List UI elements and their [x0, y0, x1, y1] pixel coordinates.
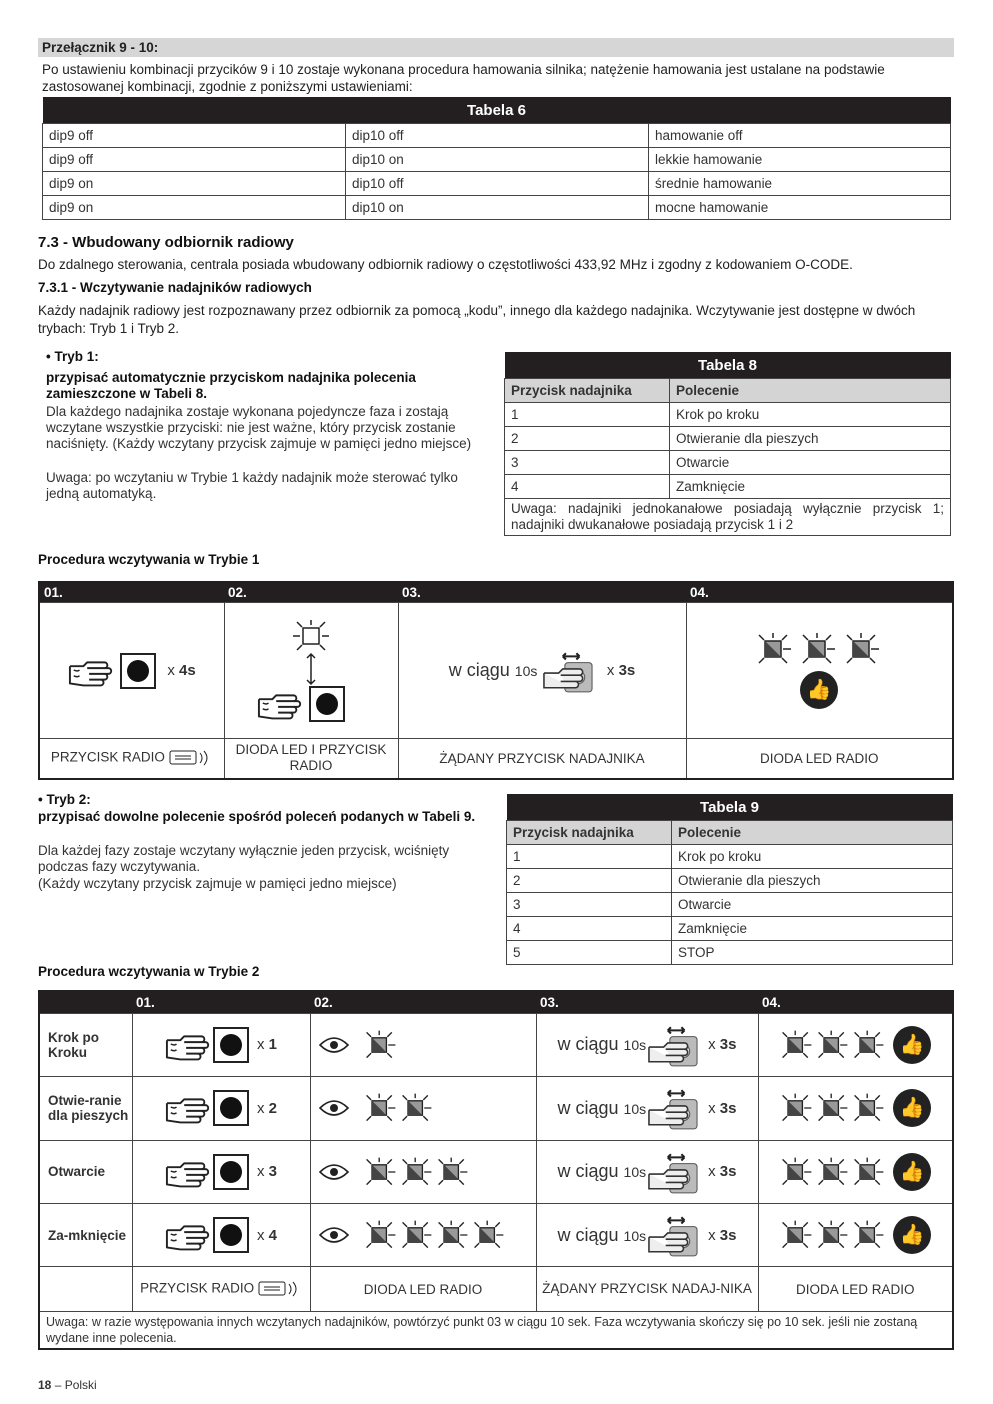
radio-button-icon	[213, 1154, 249, 1190]
table8-header: Polecenie	[670, 379, 951, 403]
tryb1-note: Uwaga: po wczytaniu w Trybie 1 każdy nadajnik może sterować tylko jedną automatyką.	[46, 470, 458, 501]
eye-icon	[319, 1164, 349, 1180]
led-blink-icon	[363, 1157, 399, 1187]
thumbs-up-icon: 👍	[893, 1216, 931, 1254]
led-blink-icon	[815, 1220, 851, 1250]
proc2-cell-02	[310, 1077, 536, 1140]
cell: dip10 on	[346, 148, 649, 172]
cell: mocne hamowanie	[649, 196, 951, 220]
proc1-step: 04.	[686, 582, 953, 603]
table8-title: Tabela 8	[505, 352, 951, 379]
led-blink-icon	[363, 1220, 399, 1250]
proc1-repeat: x 3s	[606, 662, 636, 679]
table8-header: Przycisk nadajnika	[505, 379, 670, 403]
led-blink-icon	[755, 633, 795, 665]
proc2-corner-bottom	[39, 1267, 132, 1311]
cell: 2	[507, 869, 672, 893]
switch-section-title: Przełącznik 9 - 10:	[38, 38, 954, 57]
cell: dip9 off	[43, 148, 346, 172]
switch-section-text: Po ustawieniu kombinacji przycików 9 i 10 zostaje wykonana procedura hamowania silnika; natężenie hamowania jest ustalane na podstawie zastosowanej kombinacji, zgodnie z poniższymi ustawieniami:	[42, 62, 885, 94]
section-731-text: Każdy nadajnik radiowy jest rozpoznawany przez odbiornik za pomocą „kodu”, innego dla każdego nadajnika. Wczytywanie jest dostępne w dwóch trybach: Tryb 1 i Tryb 2.	[38, 303, 916, 336]
proc2-cell-03	[536, 1203, 758, 1266]
led-blink-icon	[779, 1220, 815, 1250]
cell: Zamknięcie	[670, 475, 951, 499]
proc2-row-label: Otwarcie	[39, 1140, 132, 1203]
footer-lang: Polski	[64, 1378, 97, 1392]
within-label: w ciągu 10s	[557, 1161, 647, 1182]
proc2-step: 02.	[310, 991, 536, 1013]
table8	[504, 352, 951, 536]
led-blink-icon	[815, 1030, 851, 1060]
cell: dip9 on	[43, 196, 346, 220]
table-row	[505, 403, 951, 427]
proc1-caption: DIODA LED RADIO	[686, 739, 953, 779]
cell: średnie hamowanie	[649, 172, 951, 196]
repeat-count: x 3s	[708, 1226, 737, 1244]
remote-press-icon	[646, 1022, 700, 1068]
cell: 3	[505, 451, 670, 475]
hand-press-icon	[165, 1028, 213, 1062]
radio-button-icon	[213, 1090, 249, 1126]
radio-button-icon	[309, 686, 345, 722]
proc2-cell-01	[132, 1013, 310, 1076]
cell: dip9 on	[43, 172, 346, 196]
press-count: x 3	[256, 1163, 277, 1181]
led-blink-icon	[851, 1220, 887, 1250]
cell: 2	[505, 427, 670, 451]
cell: Otwieranie dla pieszych	[672, 869, 953, 893]
remote-press-icon	[646, 1212, 700, 1258]
table9	[506, 794, 953, 965]
table6	[42, 97, 951, 220]
cell: Otwarcie	[670, 451, 951, 475]
press-count: x 4	[256, 1226, 277, 1244]
proc1-table	[38, 581, 954, 780]
tryb1-heading: przypisać automatycznie przyciskom nadajnika polecenia zamieszczone w Tabeli 8.	[46, 370, 416, 401]
proc2-note: Uwaga: w razie występowania innych wczytanych nadajników, powtórzyć punkt 03 w ciągu 10 sek. Faza wczytywania skończy się po 10 sek. jeśli nie zostaną wydane inne polecenia.	[39, 1311, 953, 1349]
proc2-row	[39, 1077, 953, 1140]
proc2-row	[39, 1013, 953, 1076]
proc2-step: 04.	[758, 991, 953, 1013]
table-row	[507, 893, 953, 917]
press-count: x 1	[256, 1036, 277, 1054]
tryb2-heading: przypisać dowolne polecenie spośród poleceń podanych w Tabeli 9.	[38, 809, 476, 824]
proc1-caption: DIODA LED I PRZYCISK RADIO	[224, 739, 398, 779]
table8-note: Uwaga: nadajniki jednokanałowe posiadają wyłącznie przycisk 1; nadajniki dwukanałowe posiadają przycisk 1 i 2	[505, 499, 951, 536]
footer-sep: –	[51, 1378, 65, 1392]
cell: dip10 off	[346, 124, 649, 148]
tryb1-text: Dla każdego nadajnika zostaje wykonana pojedyncze faza i zostają wczytane wszystkie przyciski: nie jest ważne, który przycisk zostanie naciśnięty. (Każdy wczytany przycisk zajmuje w pamięci jedno miejsce)	[46, 404, 472, 451]
proc2-cell-04	[758, 1077, 953, 1140]
table-row	[507, 917, 953, 941]
proc2-cell-03	[536, 1140, 758, 1203]
thumbs-up-icon: 👍	[800, 671, 838, 709]
proc1-duration: x 4s	[167, 662, 196, 679]
table-row	[43, 196, 951, 220]
table-row	[43, 124, 951, 148]
tryb1-bullet: • Tryb 1:	[46, 349, 99, 364]
repeat-count: x 3s	[708, 1163, 737, 1181]
led-blink-icon	[815, 1093, 851, 1123]
proc2-corner	[39, 991, 132, 1013]
remote-press-icon	[541, 648, 595, 694]
remote-press-icon	[646, 1085, 700, 1131]
within-label: w ciągu 10s	[557, 1224, 647, 1245]
led-blink-icon	[779, 1157, 815, 1187]
led-blink-icon	[815, 1157, 851, 1187]
eye-icon	[319, 1227, 349, 1243]
table-row	[507, 845, 953, 869]
hand-press-icon	[165, 1091, 213, 1125]
proc1-cell-04	[686, 603, 953, 739]
proc2-cell-04	[758, 1013, 953, 1076]
proc2-title: Procedura wczytywania w Trybie 2	[38, 964, 260, 979]
repeat-count: x 3s	[708, 1036, 737, 1054]
proc2-row	[39, 1203, 953, 1266]
proc1-cell-03	[398, 603, 686, 739]
radio-button-symbol-icon	[258, 1280, 302, 1298]
led-blink-icon	[363, 1030, 399, 1060]
table-row	[507, 941, 953, 965]
table9-title: Tabela 9	[507, 794, 953, 821]
within-label: w ciągu 10s	[448, 660, 538, 680]
table-row	[505, 475, 951, 499]
section-73-text: Do zdalnego sterowania, centrala posiada wbudowany odbiornik radiowy o częstotliwości 433,92 MHz i zgodny z kodowaniem O-CODE.	[38, 257, 853, 272]
thumbs-up-icon: 👍	[893, 1153, 931, 1191]
cell: Otwarcie	[672, 893, 953, 917]
proc2-step: 01.	[132, 991, 310, 1013]
proc2-row	[39, 1140, 953, 1203]
page-number: 18	[38, 1378, 52, 1392]
proc2-cell-01	[132, 1140, 310, 1203]
proc2-cell-01	[132, 1077, 310, 1140]
cell: Zamknięcie	[672, 917, 953, 941]
proc1-caption: PRZYCISK RADIO	[39, 739, 224, 779]
proc1-step: 01.	[39, 582, 224, 603]
tryb2-bullet: • Tryb 2:	[38, 792, 91, 807]
table9-header: Przycisk nadajnika	[507, 821, 672, 845]
proc2-caption: PRZYCISK RADIO	[132, 1267, 310, 1311]
led-blink-icon	[399, 1157, 435, 1187]
proc1-cell-02	[224, 603, 398, 739]
proc1-step: 03.	[398, 582, 686, 603]
within-label: w ciągu 10s	[557, 1097, 647, 1118]
proc1-title: Procedura wczytywania w Trybie 1	[38, 552, 260, 567]
thumbs-up-icon: 👍	[893, 1026, 931, 1064]
table-row	[43, 172, 951, 196]
proc1-caption: ŻĄDANY PRZYCISK NADAJNIKA	[398, 739, 686, 779]
cell: 4	[505, 475, 670, 499]
led-blink-icon	[843, 633, 883, 665]
cell: Otwieranie dla pieszych	[670, 427, 951, 451]
proc1-cell-01	[39, 603, 224, 739]
proc2-cell-02	[310, 1203, 536, 1266]
proc2-cell-04	[758, 1203, 953, 1266]
led-blink-icon	[799, 633, 839, 665]
cell: dip10 off	[346, 172, 649, 196]
radio-button-symbol-icon	[169, 749, 213, 767]
radio-button-icon	[213, 1027, 249, 1063]
proc2-row-label: Otwie-ranie dla pieszych	[39, 1077, 132, 1140]
tryb2-text: Dla każdej fazy zostaje wczytany wyłącznie jeden przycisk, wciśnięty podczas fazy wczytywania.	[38, 843, 450, 874]
proc2-cell-02	[310, 1013, 536, 1076]
cell: dip10 on	[346, 196, 649, 220]
proc2-cell-01	[132, 1203, 310, 1266]
led-blink-icon	[779, 1093, 815, 1123]
proc2-caption: ŻĄDANY PRZYCISK NADAJ-NIKA	[536, 1267, 758, 1311]
led-blink-icon	[399, 1220, 435, 1250]
led-blink-icon	[363, 1093, 399, 1123]
led-blink-icon	[851, 1030, 887, 1060]
led-blink-icon	[779, 1030, 815, 1060]
eye-icon	[319, 1100, 349, 1116]
within-label: w ciągu 10s	[557, 1034, 647, 1055]
proc1-step: 02.	[224, 582, 398, 603]
table-row	[43, 148, 951, 172]
led-blink-icon	[471, 1220, 507, 1250]
page-footer	[38, 1378, 97, 1392]
led-blink-icon	[435, 1157, 471, 1187]
cell: Krok po kroku	[672, 845, 953, 869]
led-blink-icon	[851, 1093, 887, 1123]
remote-press-icon	[646, 1149, 700, 1195]
led-blink-icon	[399, 1093, 435, 1123]
led-blink-icon	[435, 1220, 471, 1250]
repeat-count: x 3s	[708, 1099, 737, 1117]
cell: dip9 off	[43, 124, 346, 148]
table6-title: Tabela 6	[43, 97, 951, 124]
table-row	[505, 427, 951, 451]
hand-press-icon	[257, 687, 305, 721]
table-row	[507, 869, 953, 893]
cell: Krok po kroku	[670, 403, 951, 427]
proc2-cell-04	[758, 1140, 953, 1203]
proc2-row-label: Za-mknięcie	[39, 1203, 132, 1266]
proc2-row-label: Krok po Kroku	[39, 1013, 132, 1076]
cell: lekkie hamowanie	[649, 148, 951, 172]
cell: STOP	[672, 941, 953, 965]
cell: 1	[505, 403, 670, 427]
press-count: x 2	[256, 1099, 277, 1117]
table9-header: Polecenie	[672, 821, 953, 845]
led-blink-icon	[851, 1157, 887, 1187]
tryb2-note: (Każdy wczytany przycisk zajmuje w pamięci jedno miejsce)	[38, 876, 397, 891]
radio-button-icon	[213, 1217, 249, 1253]
cell: 3	[507, 893, 672, 917]
section-731-title: 7.3.1 - Wczytywanie nadajników radiowych	[38, 280, 312, 295]
proc2-caption: DIODA LED RADIO	[310, 1267, 536, 1311]
proc2-table	[38, 990, 954, 1350]
hand-press-icon	[165, 1218, 213, 1252]
table-row	[505, 451, 951, 475]
hand-press-icon	[68, 654, 116, 688]
radio-button-icon	[120, 653, 156, 689]
proc2-caption: DIODA LED RADIO	[758, 1267, 953, 1311]
proc2-step: 03.	[536, 991, 758, 1013]
section-73-title: 7.3 - Wbudowany odbiornik radiowy	[38, 234, 294, 251]
cell: hamowanie off	[649, 124, 951, 148]
proc2-cell-03	[536, 1013, 758, 1076]
thumbs-up-icon: 👍	[893, 1089, 931, 1127]
eye-icon	[319, 1037, 349, 1053]
led-off-icon	[293, 620, 329, 652]
proc2-cell-03	[536, 1077, 758, 1140]
cell: 4	[507, 917, 672, 941]
arrow-updown-icon	[305, 652, 317, 686]
cell: 1	[507, 845, 672, 869]
cell: 5	[507, 941, 672, 965]
hand-press-icon	[165, 1155, 213, 1189]
proc2-cell-02	[310, 1140, 536, 1203]
